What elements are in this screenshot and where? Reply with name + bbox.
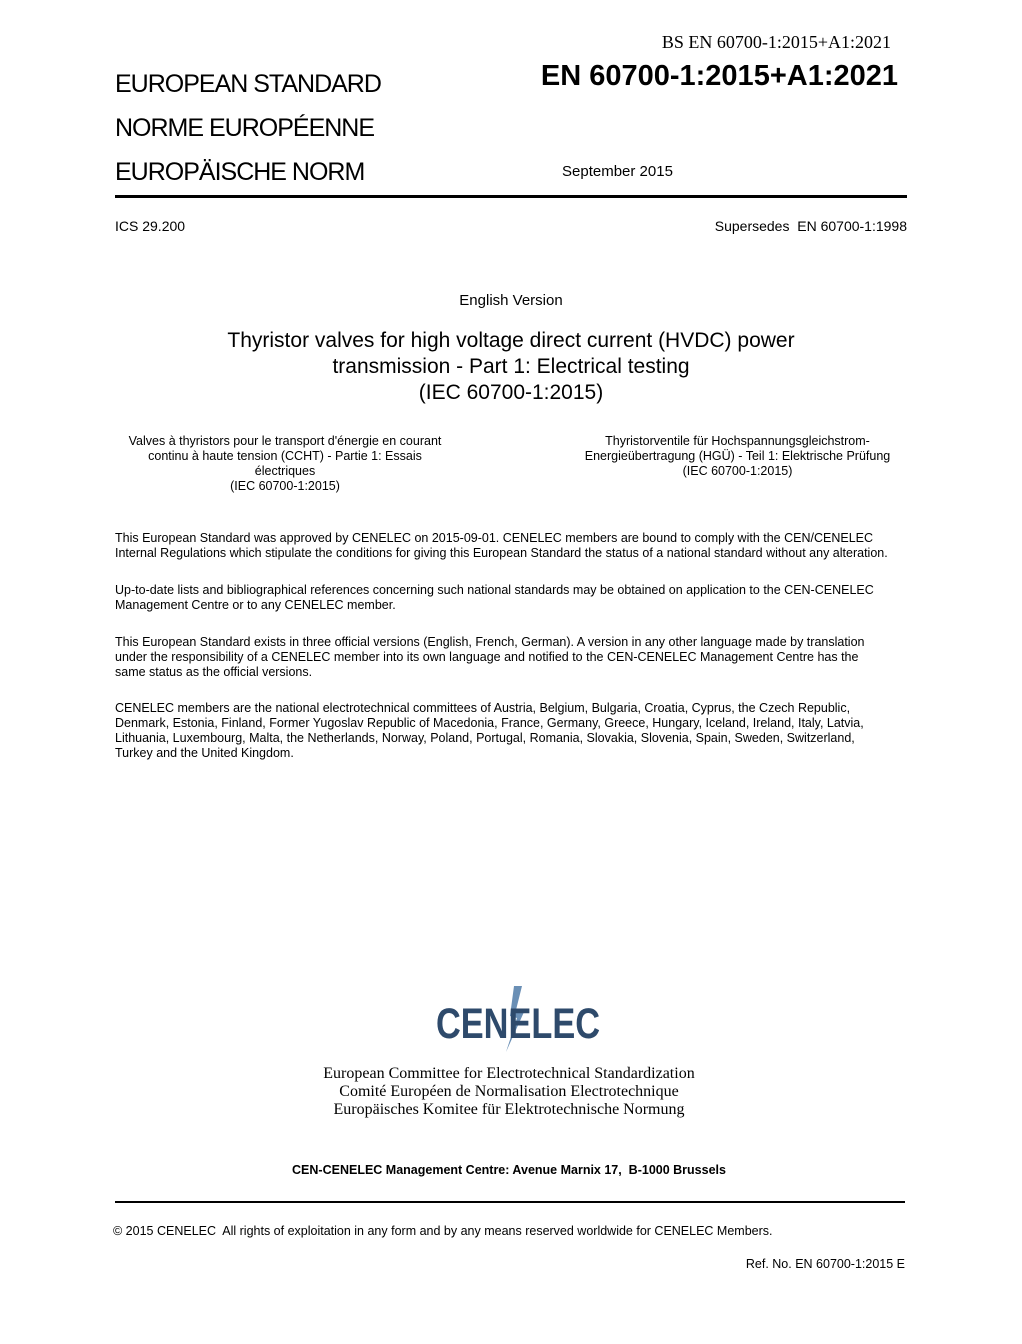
german-title-line: Energieübertragung (HGÜ) - Teil 1: Elektrische Prüfung [584, 449, 891, 463]
cenelec-logo [432, 982, 604, 1054]
french-title [115, 434, 455, 494]
paragraph-line: Lithuania, Luxembourg, Malta, the Netherlands, Norway, Poland, Portugal, Romania, Slovakia, Slovenia, Spain, Sweden, Switzerland, [115, 731, 855, 745]
standard-name-de: EUROPÄISCHE NORM [115, 158, 365, 186]
publication-date: September 2015 [562, 163, 673, 180]
french-title-line: (IEC 60700-1:2015) [230, 479, 340, 493]
footer-divider [115, 1201, 905, 1203]
paragraph-line: CENELEC members are the national electrotechnical committees of Austria, Belgium, Bulgaria, Croatia, Cyprus, the Czech Republic, [115, 701, 851, 715]
version-label: English Version [459, 292, 563, 309]
paragraph-line: Denmark, Estonia, Finland, Former Yugoslav Republic of Macedonia, France, Germany, Greece, Hungary, Iceland, Ireland, Italy, Latvia, [115, 716, 864, 730]
organisation-names [300, 1065, 718, 1119]
paragraph-line: under the responsibility of a CENELEC member into its own language and notified to the CEN-CENELEC Management Centre has the [115, 650, 859, 664]
german-title-line: (IEC 60700-1:2015) [682, 464, 793, 478]
references-paragraph [115, 583, 915, 613]
document-title [160, 328, 862, 406]
german-title-line: Thyristorventile für Hochspannungsgleichstrom- [605, 434, 870, 448]
bs-reference: BS EN 60700-1:2015+A1:2021 [661, 32, 891, 52]
title-line: Thyristor valves for high voltage direct current (HVDC) power [227, 329, 795, 352]
paragraph-line: same status as the official versions. [115, 665, 313, 679]
organisation-name: Europäisches Komitee für Elektrotechnische Normung [333, 1101, 685, 1118]
members-paragraph [115, 701, 915, 761]
paragraph-line: This European Standard exists in three official versions (English, French, German). A version in any other language made by translation [115, 635, 865, 649]
management-centre-address: CEN-CENELEC Management Centre: Avenue Marnix 17, B-1000 Brussels [292, 1163, 726, 1177]
german-title [565, 434, 910, 479]
approval-paragraph [115, 531, 915, 561]
versions-paragraph [115, 635, 915, 680]
paragraph-line: Internal Regulations which stipulate the conditions for giving this European Standard the status of a national standard without any alteration. [115, 546, 888, 560]
title-line: transmission - Part 1: Electrical testing [332, 355, 690, 378]
organisation-name: Comité Européen de Normalisation Electrotechnique [339, 1083, 679, 1100]
paragraph-line: Management Centre or to any CENELEC member. [115, 598, 396, 612]
french-title-line: Valves à thyristors pour le transport d'énergie en courant [128, 434, 442, 448]
reference-number: Ref. No. EN 60700-1:2015 E [745, 1257, 905, 1271]
standard-name-fr: NORME EUROPÉENNE [115, 114, 375, 142]
standard-names [115, 62, 381, 194]
cenelec-logo-text: CENELEC [436, 1000, 600, 1048]
french-title-line: électriques [254, 464, 316, 478]
standard-name-en: EUROPEAN STANDARD [115, 70, 381, 98]
header-divider [115, 195, 907, 198]
paragraph-line: Up-to-date lists and bibliographical references concerning such national standards may be obtained on application to the CEN-CENELEC [115, 583, 874, 597]
paragraph-line: Turkey and the United Kingdom. [115, 746, 294, 760]
supersedes-note: Supersedes EN 60700-1:1998 [714, 218, 907, 234]
copyright-notice: © 2015 CENELEC All rights of exploitation in any form and by any means reserved worldwide for CENELEC Members. [113, 1224, 773, 1238]
standard-number: EN 60700-1:2015+A1:2021 [540, 60, 898, 92]
organisation-name: European Committee for Electrotechnical Standardization [323, 1065, 695, 1082]
paragraph-line: This European Standard was approved by CENELEC on 2015-09-01. CENELEC members are bound to comply with the CEN/CENELEC [115, 531, 874, 545]
french-title-line: continu à haute tension (CCHT) - Partie 1: Essais [148, 449, 422, 463]
ics-code: ICS 29.200 [115, 218, 186, 234]
title-line: (IEC 60700-1:2015) [418, 381, 604, 404]
